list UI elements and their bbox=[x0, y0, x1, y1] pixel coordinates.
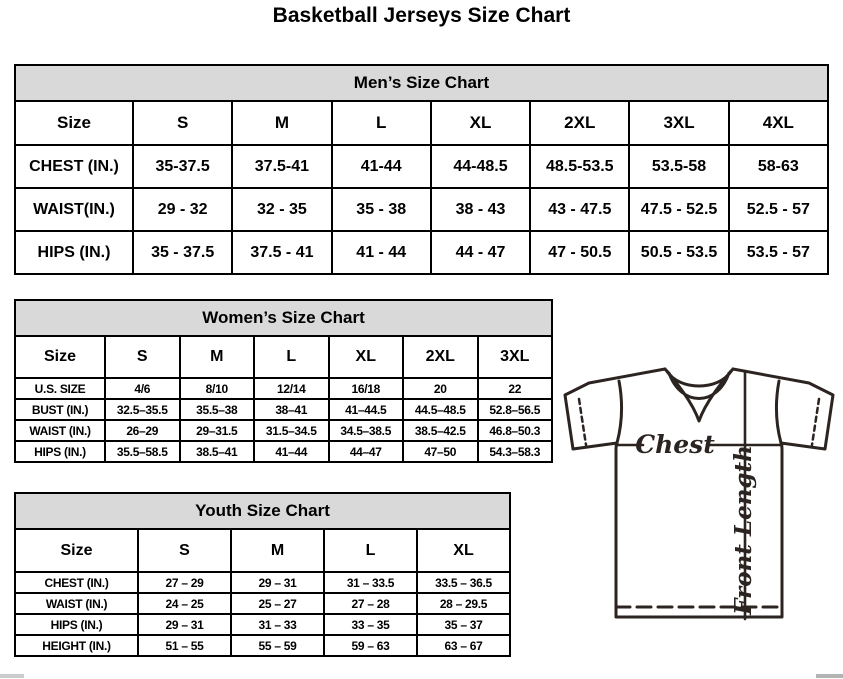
table-cell: 55 – 59 bbox=[231, 635, 324, 656]
jersey-left-cuff-stitch bbox=[579, 399, 586, 445]
youth-size-chart-table bbox=[14, 492, 511, 657]
mens-size-m: M bbox=[232, 101, 331, 145]
womens-ussize-row bbox=[15, 378, 552, 399]
youth-size-s: S bbox=[138, 529, 231, 572]
table-cell: 38 - 43 bbox=[431, 188, 530, 231]
table-cell: 48.5-53.5 bbox=[530, 145, 629, 188]
table-cell: 46.8–50.3 bbox=[478, 420, 553, 441]
womens-size-s: S bbox=[105, 336, 180, 378]
table-cell: 20 bbox=[403, 378, 478, 399]
table-cell: 26–29 bbox=[105, 420, 180, 441]
table-cell: 31 – 33.5 bbox=[324, 572, 417, 593]
row-label: HEIGHT (IN.) bbox=[15, 635, 138, 656]
womens-size-chart-table bbox=[14, 299, 553, 463]
row-label: WAIST (IN.) bbox=[15, 420, 105, 441]
mens-size-l: L bbox=[332, 101, 431, 145]
row-label: BUST (IN.) bbox=[15, 399, 105, 420]
table-cell: 44.5–48.5 bbox=[403, 399, 478, 420]
jersey-right-cuff-stitch bbox=[812, 399, 819, 445]
womens-size-3xl: 3XL bbox=[478, 336, 553, 378]
womens-size-xl: XL bbox=[329, 336, 404, 378]
table-cell: 32.5–35.5 bbox=[105, 399, 180, 420]
table-cell: 52.5 - 57 bbox=[729, 188, 828, 231]
table-cell: 31 – 33 bbox=[231, 614, 324, 635]
table-cell: 4/6 bbox=[105, 378, 180, 399]
youth-height-row bbox=[15, 635, 510, 656]
row-label: CHEST (IN.) bbox=[15, 145, 133, 188]
table-cell: 35 - 37.5 bbox=[133, 231, 232, 274]
table-cell: 29 - 32 bbox=[133, 188, 232, 231]
womens-hips-row bbox=[15, 441, 552, 462]
womens-waist-row bbox=[15, 420, 552, 441]
table-cell: 54.3–58.3 bbox=[478, 441, 553, 462]
youth-waist-row bbox=[15, 593, 510, 614]
table-cell: 41-44 bbox=[332, 145, 431, 188]
table-cell: 35.5–58.5 bbox=[105, 441, 180, 462]
table-cell: 53.5-58 bbox=[629, 145, 728, 188]
table-cell: 29 – 31 bbox=[138, 614, 231, 635]
jersey-outline bbox=[565, 369, 833, 617]
youth-chart-title: Youth Size Chart bbox=[15, 493, 510, 529]
youth-size-xl: XL bbox=[417, 529, 510, 572]
chest-label: Chest bbox=[635, 430, 715, 459]
jersey-collar-v bbox=[665, 369, 733, 421]
table-cell: 33.5 – 36.5 bbox=[417, 572, 510, 593]
table-cell: 52.8–56.5 bbox=[478, 399, 553, 420]
youth-size-l: L bbox=[324, 529, 417, 572]
mens-size-4xl: 4XL bbox=[729, 101, 828, 145]
table-cell: 16/18 bbox=[329, 378, 404, 399]
table-cell: 47–50 bbox=[403, 441, 478, 462]
mens-chart-title: Men’s Size Chart bbox=[15, 65, 828, 101]
womens-size-m: M bbox=[180, 336, 255, 378]
mens-size-xl: XL bbox=[431, 101, 530, 145]
table-cell: 29 – 31 bbox=[231, 572, 324, 593]
jersey-left-seam bbox=[617, 381, 622, 443]
table-cell: 32 - 35 bbox=[232, 188, 331, 231]
table-cell: 38.5–42.5 bbox=[403, 420, 478, 441]
youth-size-m: M bbox=[231, 529, 324, 572]
youth-hips-row bbox=[15, 614, 510, 635]
table-cell: 38–41 bbox=[254, 399, 329, 420]
table-cell: 37.5 - 41 bbox=[232, 231, 331, 274]
row-label: U.S. SIZE bbox=[15, 378, 105, 399]
mens-size-chart-table bbox=[14, 64, 829, 275]
row-label: HIPS (IN.) bbox=[15, 231, 133, 274]
row-label: WAIST (IN.) bbox=[15, 593, 138, 614]
table-cell: 44 - 47 bbox=[431, 231, 530, 274]
horizontal-scrollbar-fragment-right[interactable] bbox=[816, 674, 843, 678]
table-cell: 34.5–38.5 bbox=[329, 420, 404, 441]
womens-size-l: L bbox=[254, 336, 329, 378]
table-cell: 50.5 - 53.5 bbox=[629, 231, 728, 274]
table-cell: 8/10 bbox=[180, 378, 255, 399]
table-cell: 35 - 38 bbox=[332, 188, 431, 231]
horizontal-scrollbar-fragment-left[interactable] bbox=[0, 674, 24, 678]
table-cell: 35-37.5 bbox=[133, 145, 232, 188]
row-label: HIPS (IN.) bbox=[15, 614, 138, 635]
womens-bust-row bbox=[15, 399, 552, 420]
table-cell: 35.5–38 bbox=[180, 399, 255, 420]
table-cell: 38.5–41 bbox=[180, 441, 255, 462]
mens-size-s: S bbox=[133, 101, 232, 145]
table-cell: 43 - 47.5 bbox=[530, 188, 629, 231]
table-cell: 41 - 44 bbox=[332, 231, 431, 274]
table-cell: 33 – 35 bbox=[324, 614, 417, 635]
table-cell: 12/14 bbox=[254, 378, 329, 399]
table-cell: 35 – 37 bbox=[417, 614, 510, 635]
jersey-measurement-diagram bbox=[555, 355, 843, 645]
table-cell: 59 – 63 bbox=[324, 635, 417, 656]
table-cell: 27 – 29 bbox=[138, 572, 231, 593]
table-cell: 41–44 bbox=[254, 441, 329, 462]
row-label: WAIST(IN.) bbox=[15, 188, 133, 231]
womens-chart-title: Women’s Size Chart bbox=[15, 300, 552, 336]
table-cell: 37.5-41 bbox=[232, 145, 331, 188]
table-cell: 31.5–34.5 bbox=[254, 420, 329, 441]
table-cell: 27 – 28 bbox=[324, 593, 417, 614]
youth-chest-row bbox=[15, 572, 510, 593]
table-cell: 58-63 bbox=[729, 145, 828, 188]
table-cell: 53.5 - 57 bbox=[729, 231, 828, 274]
page-title: Basketball Jerseys Size Chart bbox=[272, 4, 571, 27]
table-cell: 25 – 27 bbox=[231, 593, 324, 614]
table-cell: 47.5 - 52.5 bbox=[629, 188, 728, 231]
mens-size-2xl: 2XL bbox=[530, 101, 629, 145]
table-cell: 22 bbox=[478, 378, 553, 399]
table-cell: 44–47 bbox=[329, 441, 404, 462]
table-cell: 51 – 55 bbox=[138, 635, 231, 656]
womens-size-header: Size bbox=[15, 336, 105, 378]
mens-size-header: Size bbox=[15, 101, 133, 145]
table-cell: 47 - 50.5 bbox=[530, 231, 629, 274]
youth-size-header: Size bbox=[15, 529, 138, 572]
mens-chest-row bbox=[15, 145, 828, 188]
jersey-right-seam bbox=[776, 381, 781, 443]
table-cell: 41–44.5 bbox=[329, 399, 404, 420]
table-cell: 29–31.5 bbox=[180, 420, 255, 441]
table-cell: 63 – 67 bbox=[417, 635, 510, 656]
mens-hips-row bbox=[15, 231, 828, 274]
table-cell: 28 – 29.5 bbox=[417, 593, 510, 614]
table-cell: 44-48.5 bbox=[431, 145, 530, 188]
table-cell: 24 – 25 bbox=[138, 593, 231, 614]
womens-size-2xl: 2XL bbox=[403, 336, 478, 378]
row-label: HIPS (IN.) bbox=[15, 441, 105, 462]
row-label: CHEST (IN.) bbox=[15, 572, 138, 593]
front-length-label: Front Length bbox=[730, 445, 757, 615]
mens-waist-row bbox=[15, 188, 828, 231]
mens-size-3xl: 3XL bbox=[629, 101, 728, 145]
